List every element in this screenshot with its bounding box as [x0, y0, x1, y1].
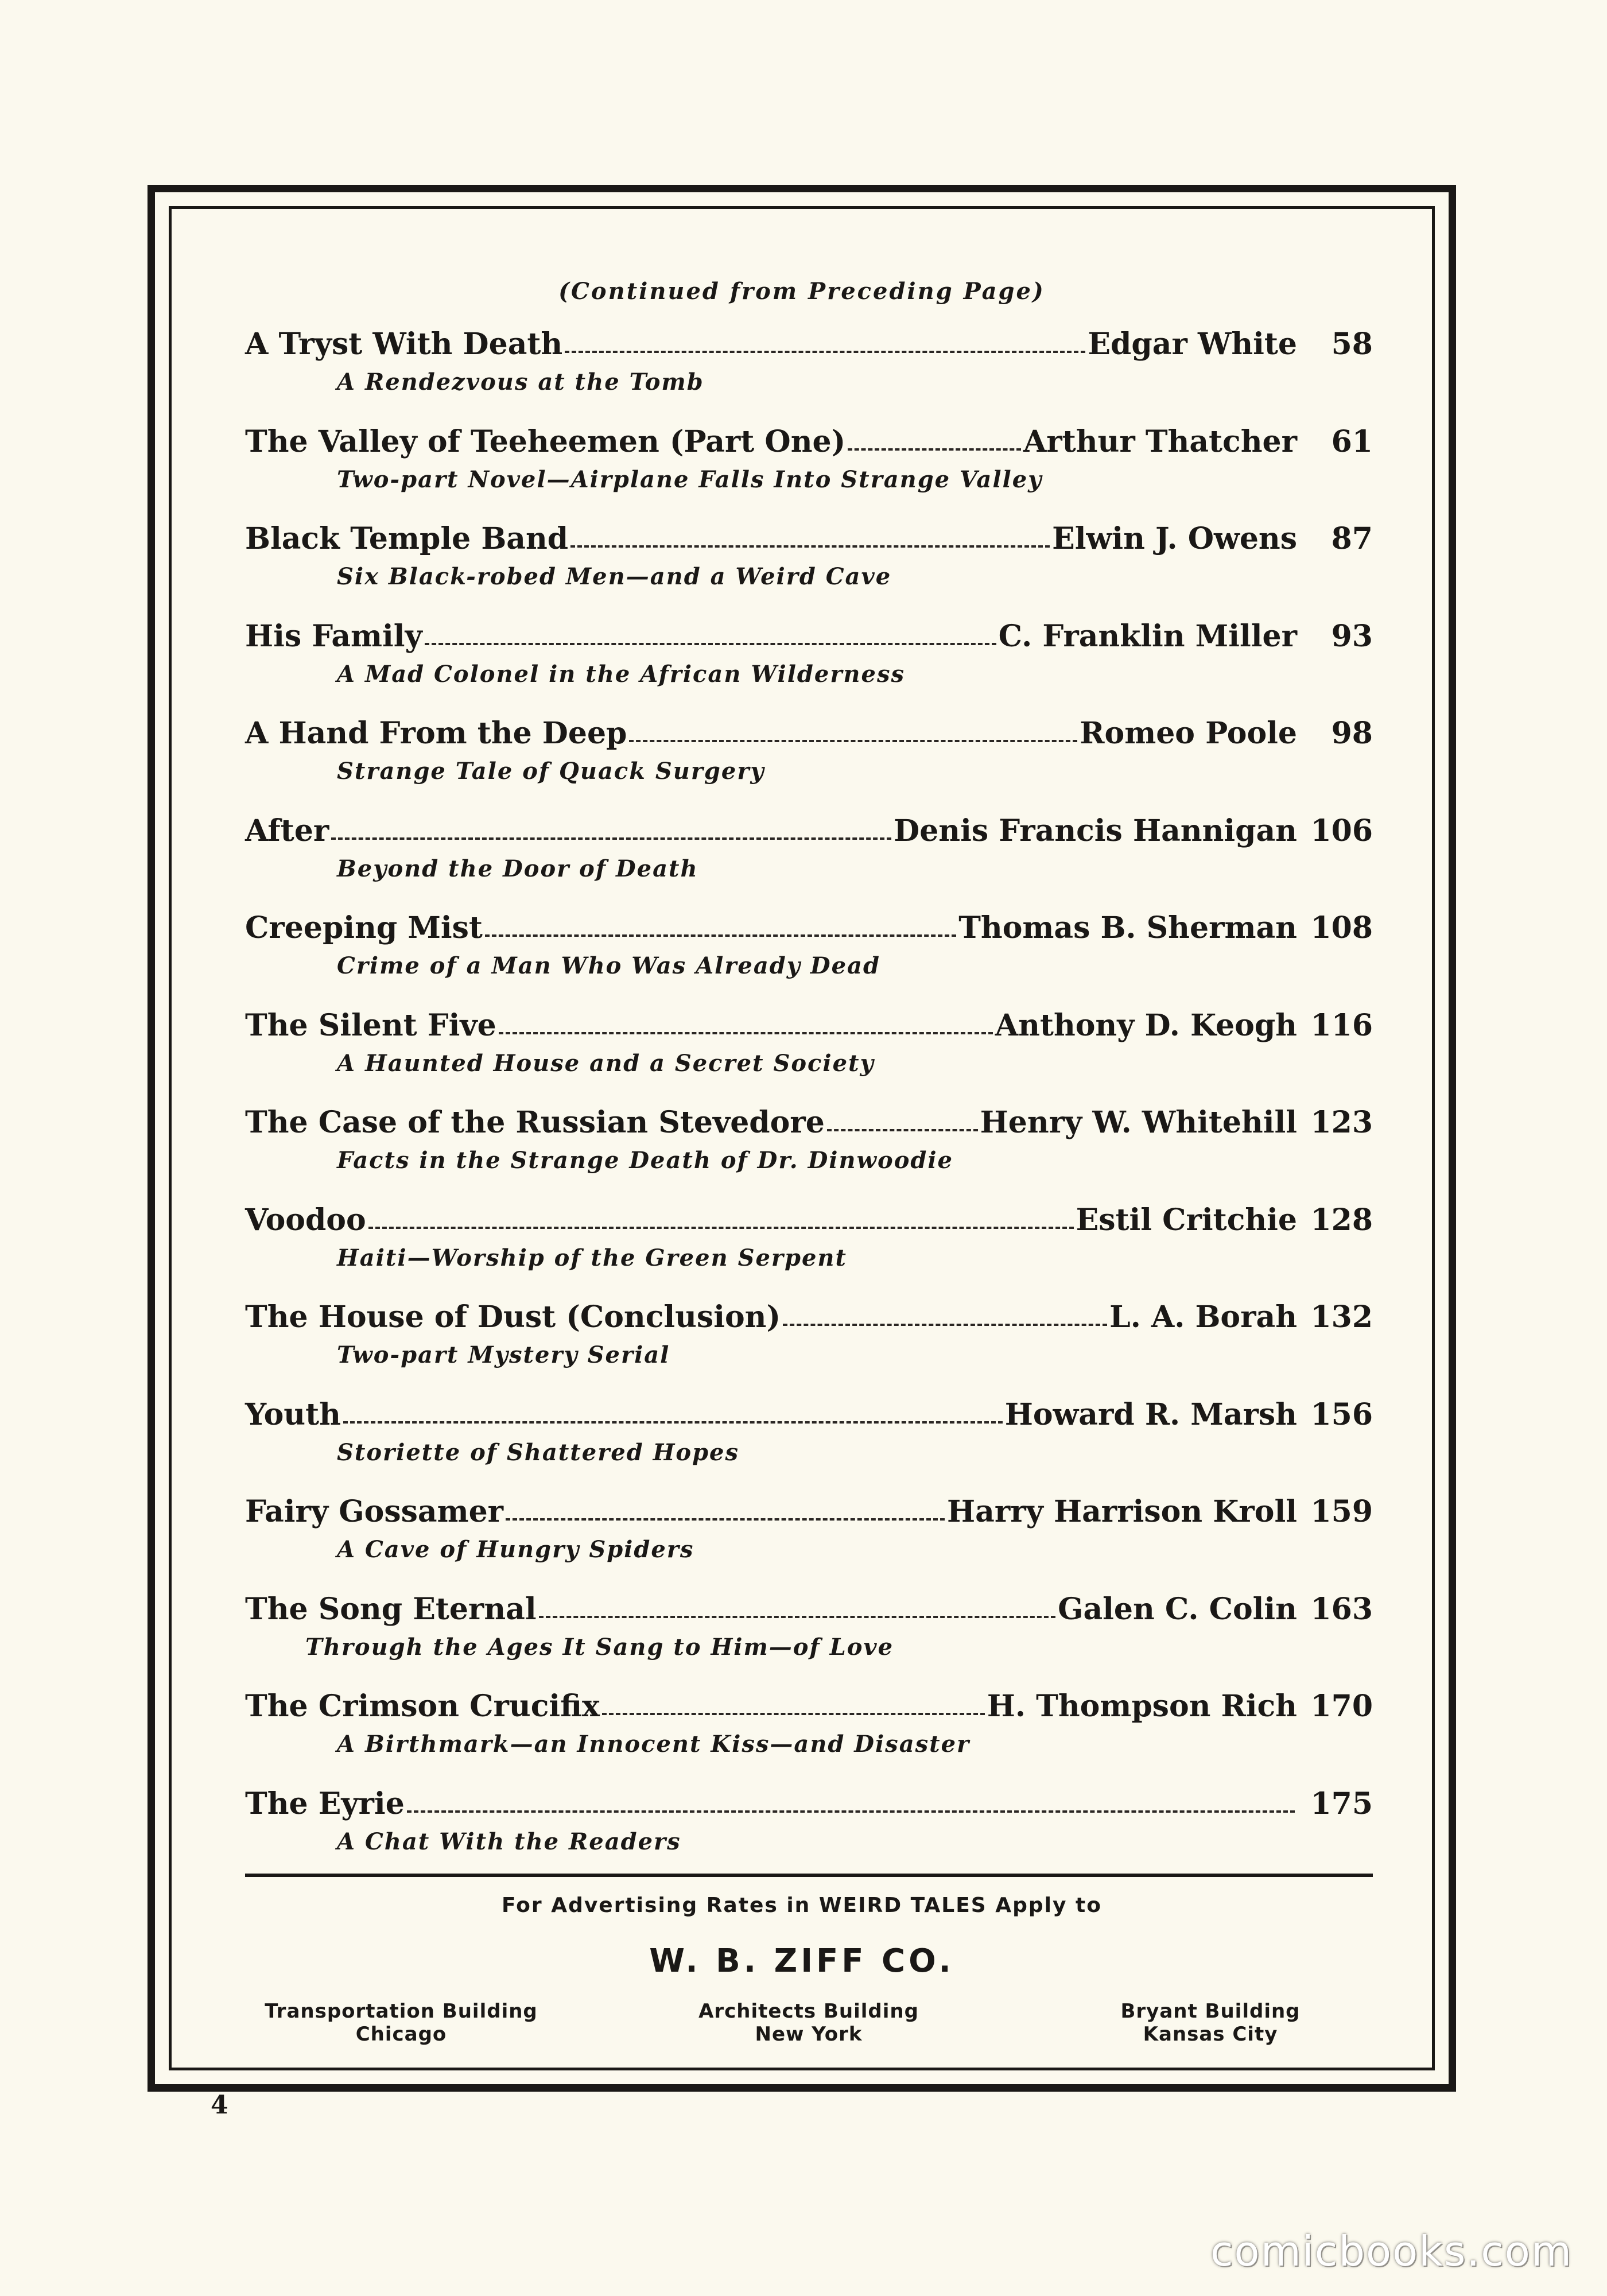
story-title: His Family	[245, 618, 422, 654]
table-of-contents	[245, 327, 1373, 1883]
divider-rule	[245, 1874, 1373, 1877]
story-author: Arthur Thatcher	[1023, 424, 1297, 459]
page-number: 106	[1310, 813, 1373, 848]
dot-leader	[827, 1129, 978, 1131]
toc-entry[interactable]	[245, 1494, 1373, 1592]
office-city: New York	[755, 2023, 863, 2046]
page-number: 170	[1310, 1689, 1373, 1724]
toc-entry[interactable]	[245, 424, 1373, 522]
page-folio: 4	[211, 2091, 228, 2120]
story-title: The House of Dust (Conclusion)	[245, 1300, 781, 1335]
dot-leader	[407, 1810, 1295, 1813]
story-author: Elwin J. Owens	[1052, 521, 1297, 556]
toc-entry[interactable]	[245, 1105, 1373, 1203]
page-number: 93	[1331, 618, 1373, 654]
dot-leader	[539, 1616, 1055, 1618]
page-number: 128	[1310, 1202, 1373, 1238]
dot-leader	[629, 740, 1077, 742]
dot-leader	[783, 1324, 1107, 1326]
page-number: 159	[1310, 1494, 1373, 1529]
story-author: C. Franklin Miller	[998, 618, 1297, 654]
dot-leader	[425, 643, 996, 645]
dot-leader	[368, 1227, 1074, 1229]
story-subtitle: A Cave of Hungry Spiders	[337, 1536, 694, 1563]
toc-entry[interactable]	[245, 910, 1373, 1008]
story-subtitle: Two-part Mystery Serial	[337, 1341, 670, 1368]
story-author: L. A. Borah	[1109, 1300, 1297, 1335]
story-author: Estil Critchie	[1076, 1202, 1297, 1238]
story-subtitle: A Chat With the Readers	[337, 1828, 681, 1855]
story-author: Harry Harrison Kroll	[947, 1494, 1297, 1529]
story-title: The Valley of Teeheemen (Part One)	[245, 424, 846, 459]
advertising-line: For Advertising Rates in WEIRD TALES Apply to	[502, 1894, 1102, 1917]
office-address	[636, 2000, 981, 2046]
office-building: Transportation Building	[265, 2000, 538, 2023]
story-author: Anthony D. Keogh	[995, 1007, 1297, 1043]
contents-frame-inner	[169, 206, 1435, 2070]
story-title: The Silent Five	[245, 1007, 496, 1043]
toc-entry[interactable]	[245, 1300, 1373, 1397]
toc-entry[interactable]	[245, 1689, 1373, 1786]
dot-leader	[570, 545, 1050, 548]
dot-leader	[506, 1518, 945, 1521]
story-title: Creeping Mist	[245, 910, 483, 945]
story-subtitle: Crime of a Man Who Was Already Dead	[337, 952, 880, 979]
story-title: The Case of the Russian Stevedore	[245, 1105, 825, 1140]
story-subtitle: Haiti—Worship of the Green Serpent	[337, 1244, 847, 1271]
story-subtitle: Strange Tale of Quack Surgery	[337, 758, 765, 785]
story-author: Henry W. Whitehill	[980, 1105, 1297, 1140]
page-number: 58	[1331, 327, 1373, 362]
story-author: Edgar White	[1088, 327, 1297, 362]
toc-entry[interactable]	[245, 521, 1373, 619]
dot-leader	[343, 1421, 1003, 1424]
page-number: 175	[1310, 1786, 1373, 1821]
story-subtitle: Beyond the Door of Death	[337, 855, 698, 882]
continued-note: (Continued from Preceding Page)	[558, 278, 1045, 305]
story-subtitle: Six Black-robed Men—and a Weird Cave	[337, 563, 892, 590]
page-number: 116	[1310, 1007, 1373, 1043]
dot-leader	[485, 934, 956, 937]
story-author: Howard R. Marsh	[1004, 1397, 1297, 1432]
page-number: 163	[1310, 1591, 1373, 1627]
story-subtitle: Facts in the Strange Death of Dr. Dinwoodie	[337, 1147, 953, 1174]
toc-entry[interactable]	[245, 1008, 1373, 1106]
watermark: comicbooks.com	[1210, 2227, 1573, 2275]
story-title: The Eyrie	[245, 1786, 405, 1821]
story-author: H. Thompson Rich	[987, 1689, 1297, 1724]
dot-leader	[331, 837, 891, 840]
story-title: Youth	[245, 1397, 341, 1432]
toc-entry[interactable]	[245, 619, 1373, 716]
toc-entry[interactable]	[245, 327, 1373, 424]
story-title: Black Temple Band	[245, 521, 569, 556]
story-title: A Hand From the Deep	[245, 716, 627, 751]
company-name: W. B. ZIFF CO.	[649, 1942, 954, 1980]
dot-leader	[602, 1713, 985, 1715]
story-author: Galen C. Colin	[1058, 1591, 1297, 1627]
contents-frame	[147, 185, 1456, 2092]
story-author: Romeo Poole	[1080, 716, 1297, 751]
toc-entry[interactable]	[245, 716, 1373, 813]
story-subtitle: Storiette of Shattered Hopes	[337, 1438, 740, 1466]
dot-leader	[499, 1032, 993, 1034]
office-city: Kansas City	[1143, 2023, 1278, 2046]
office-city: Chicago	[355, 2023, 447, 2046]
story-title: After	[245, 813, 329, 848]
page-number: 108	[1310, 910, 1373, 945]
toc-entry[interactable]	[245, 813, 1373, 911]
office-building: Bryant Building	[1120, 2000, 1301, 2023]
toc-entry[interactable]	[245, 1203, 1373, 1300]
dot-leader	[565, 351, 1085, 353]
story-author: Denis Francis Hannigan	[894, 813, 1297, 848]
story-subtitle: Two-part Novel—Airplane Falls Into Strange Valley	[337, 466, 1043, 493]
page-number: 156	[1310, 1397, 1373, 1432]
toc-entry[interactable]	[245, 1397, 1373, 1495]
story-subtitle: A Birthmark—an Innocent Kiss—and Disaster	[337, 1731, 971, 1758]
toc-entry[interactable]	[245, 1592, 1373, 1689]
story-title: A Tryst With Death	[245, 327, 563, 362]
story-subtitle: Through the Ages It Sang to Him—of Love	[305, 1633, 894, 1661]
page-number: 98	[1331, 716, 1373, 751]
page-number: 87	[1331, 521, 1373, 556]
office-address	[1038, 2000, 1383, 2046]
page-number: 61	[1331, 424, 1373, 459]
story-subtitle: A Haunted House and a Secret Society	[337, 1049, 875, 1077]
story-subtitle: A Mad Colonel in the African Wilderness	[337, 660, 905, 688]
page-number: 132	[1310, 1300, 1373, 1335]
story-author: Thomas B. Sherman	[958, 910, 1297, 945]
story-title: Fairy Gossamer	[245, 1494, 504, 1529]
story-subtitle: A Rendezvous at the Tomb	[337, 369, 704, 395]
story-title: The Song Eternal	[245, 1591, 537, 1627]
page-number: 123	[1310, 1105, 1373, 1140]
story-title: Voodoo	[245, 1202, 366, 1238]
office-address	[229, 2000, 573, 2046]
dot-leader	[848, 448, 1021, 451]
story-title: The Crimson Crucifix	[245, 1689, 600, 1724]
toc-entry[interactable]	[245, 1786, 1373, 1884]
office-building: Architects Building	[698, 2000, 919, 2023]
